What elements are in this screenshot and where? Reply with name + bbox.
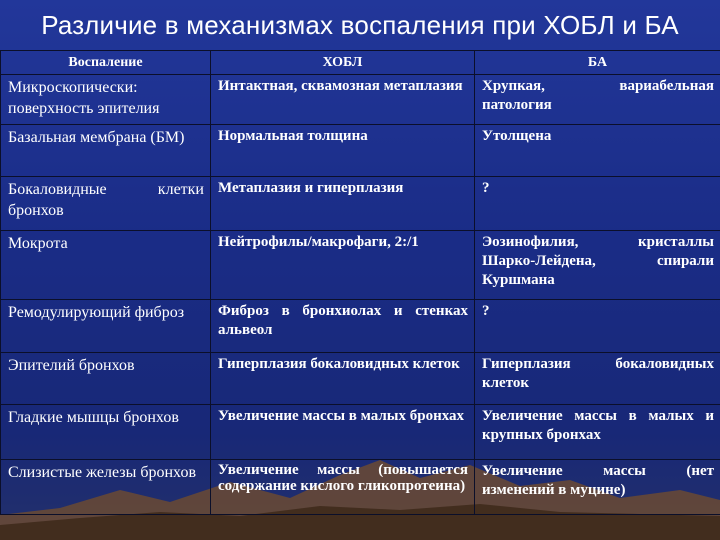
column-header-inflammation: Воспаление — [1, 51, 211, 75]
asthma-cell: Утолщена — [475, 125, 720, 177]
feature-cell: Эпителий бронхов — [1, 353, 211, 405]
table-header-row — [1, 51, 720, 75]
copd-cell: Нейтрофилы/макрофаги, 2:/1 — [211, 231, 475, 300]
copd-cell: Гиперплазия бокаловидных клеток — [211, 353, 475, 405]
slide-title: Различие в механизмах воспаления при ХОБЛ и БА — [41, 10, 679, 40]
feature-cell: Слизистые железы бронхов — [1, 460, 211, 515]
table-row — [1, 177, 720, 231]
feature-cell: Микроскопически: поверхность эпителия — [1, 75, 211, 125]
feature-cell: Ремодулирующий фиброз — [1, 300, 211, 353]
feature-cell: Бокаловидные клетки бронхов — [1, 177, 211, 231]
asthma-cell: ? — [475, 177, 720, 231]
copd-cell: Увеличение массы в малых бронхах — [211, 405, 475, 460]
column-header-asthma: БА — [475, 51, 720, 75]
copd-cell: Нормальная толщина — [211, 125, 475, 177]
feature-cell: Мокрота — [1, 231, 211, 300]
copd-cell: Увеличение массы (повышается содержание кислого гликопротеина) — [211, 460, 475, 515]
copd-cell: Интактная, сквамозная метаплазия — [211, 75, 475, 125]
table-row — [1, 231, 720, 300]
column-header-copd: ХОБЛ — [211, 51, 475, 75]
feature-cell: Гладкие мышцы бронхов — [1, 405, 211, 460]
asthma-cell: Увеличение массы в малых и крупных бронхах — [475, 405, 720, 460]
feature-cell: Базальная мембрана (БМ) — [1, 125, 211, 177]
table-row — [1, 125, 720, 177]
table-row — [1, 353, 720, 405]
table-row — [1, 405, 720, 460]
asthma-cell: Гиперплазия бокаловидных клеток — [475, 353, 720, 405]
comparison-table — [0, 50, 720, 515]
table-row — [1, 300, 720, 353]
copd-cell: Метаплазия и гиперплазия — [211, 177, 475, 231]
asthma-cell: Хрупкая, вариабельная патология — [475, 75, 720, 125]
asthma-cell: ? — [475, 300, 720, 353]
copd-cell: Фиброз в бронхиолах и стенках альвеол — [211, 300, 475, 353]
table-row — [1, 460, 720, 515]
table-row — [1, 75, 720, 125]
asthma-cell: Эозинофилия, кристаллы Шарко-Лейдена, спирали Куршмана — [475, 231, 720, 300]
asthma-cell: Увеличение массы (нет изменений в муцине) — [475, 460, 720, 515]
